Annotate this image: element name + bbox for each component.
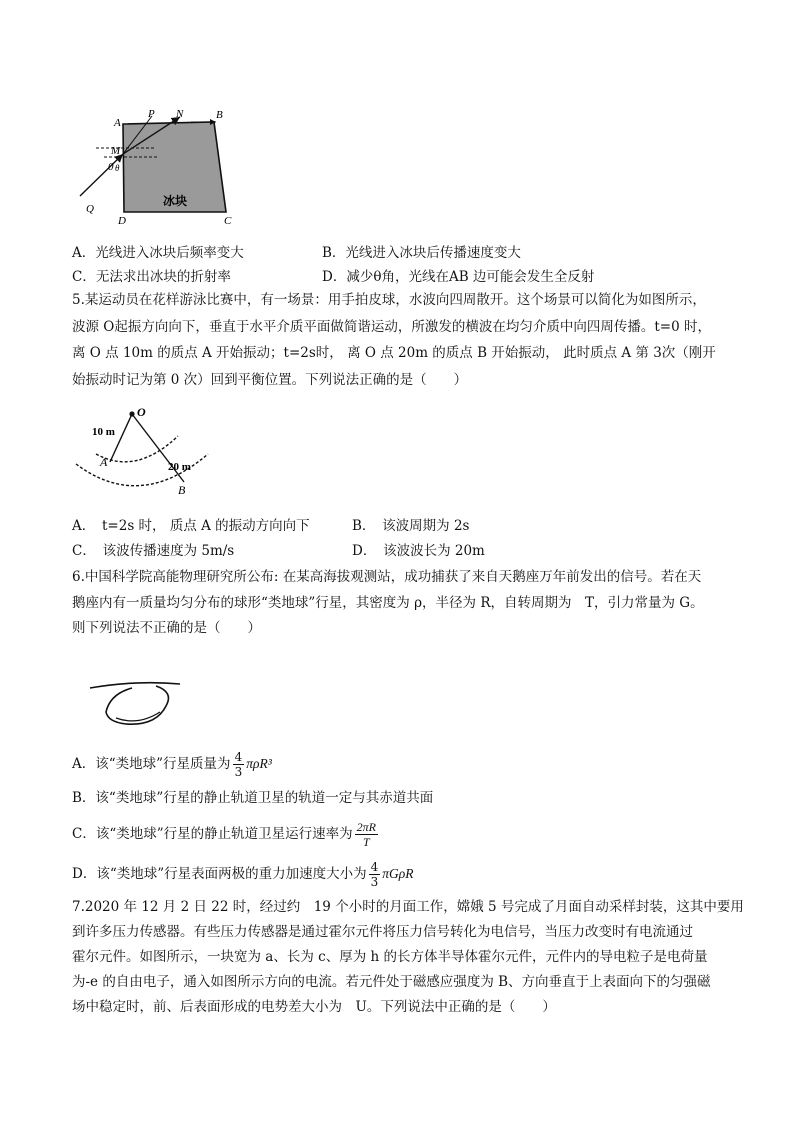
q6-stem-line-3: 则下列说法不正确的是（ ）: [72, 620, 261, 636]
q6-option-b: B．该“类地球”行星的静止轨道卫星的轨道一定与其赤道共面: [72, 790, 434, 806]
label-b: B: [216, 109, 223, 121]
label-a: A: [114, 117, 121, 129]
label-c: C: [224, 215, 232, 227]
q5-option-d: D． 该波波长为 20m: [352, 543, 485, 559]
q5-option-b: B． 该波周期为 2s: [352, 518, 470, 534]
q6-option-c-text: C．该“类地球”行星的静止轨道卫星运行速率为: [72, 826, 353, 842]
label-b: B: [178, 483, 186, 496]
label-20m: 20 m: [168, 461, 191, 473]
planet-sketch: [86, 672, 186, 732]
q4-option-b: B．光线进入冰块后传播速度变大: [322, 245, 521, 261]
fraction-numerator: 4: [370, 860, 379, 874]
label-o: O: [137, 405, 146, 419]
q5-option-a: A． t=2s 时， 质点 A 的振动方向向下: [72, 518, 310, 534]
label-o: 0: [108, 161, 114, 173]
q4-option-d: D．减少θ角，光线在AB 边可能会发生全反射: [322, 269, 595, 285]
label-p: P: [148, 108, 155, 120]
label-q: Q: [86, 203, 94, 215]
q5-option-c: C． 该波传播速度为 5m/s: [72, 543, 235, 559]
q5-stem-line-4: 始振动时记为第 0 次）回到平衡位置。下列说法正确的是（ ）: [72, 372, 468, 388]
fraction-numerator: 2πR: [356, 820, 376, 834]
q7-stem-line-3: 霍尔元件。如图所示，一块宽为 a、长为 c、厚为 h 的长方体半导体霍尔元件，元件内的导电粒子是电荷量: [72, 949, 708, 965]
q6-option-c: [72, 820, 380, 849]
source-point-o: [129, 411, 134, 416]
q6-stem-line-2: 鹅座内有一质量均匀分布的球形“类地球”行星，其密度为 ρ，半径为 R，自转周期为 T，引力常量为 G。: [72, 595, 704, 611]
fraction-denominator: 3: [370, 875, 379, 889]
label-n: N: [176, 108, 184, 120]
q6-option-d: [72, 860, 414, 889]
block-label: 冰块: [163, 194, 188, 208]
wave-figure: [70, 404, 220, 496]
q7-stem-line-4: 为-e 的自由电子，通入如图所示方向的电流。若元件处于磁感应强度为 B、方向垂直于上表面向下的匀强磁: [72, 974, 711, 990]
q7-stem-line-1: 7.2020 年 12 月 2 日 22 时，经过约 19 个小时的月面工作，嫦娥 5 号完成了月面自动采样封装，这其中要用: [72, 899, 744, 915]
q6-option-a-text: A．该“类地球”行星质量为: [72, 756, 231, 772]
label-m: M: [111, 145, 121, 157]
label-a: A: [100, 455, 108, 469]
q6-option-d-expression: πGρR: [382, 866, 414, 881]
fraction-numerator: 4: [234, 750, 243, 764]
q6-option-c-fraction: [355, 820, 378, 849]
q6-option-a-fraction: [233, 750, 245, 779]
q7-stem-line-5: 场中稳定时，前、后表面形成的电势差大小为 U。下列说法中正确的是（ ）: [72, 999, 556, 1015]
q6-option-d-text: D．该“类地球”行星表面两极的重力加速度大小为: [72, 866, 367, 882]
fraction-denominator: T: [362, 835, 370, 849]
q6-stem-line-1: 6.中国科学院高能物理研究所公布: 在某高海拔观测站，成功捕获了来自天鹅座万年前发出的信号。若在天: [72, 569, 702, 585]
q6-option-a: [72, 750, 272, 779]
q4-option-a: A．光线进入冰块后频率变大: [72, 245, 244, 261]
q5-stem-line-2: 波源 O起振方向向下，垂直于水平介质平面做简谐运动，所激发的横波在均匀介质中向四周传播。t=0 时，: [72, 319, 711, 335]
label-10m: 10 m: [92, 426, 115, 438]
label-theta: θ: [115, 163, 120, 173]
fraction-denominator: 3: [234, 765, 243, 779]
label-d: D: [118, 215, 126, 227]
ice-block-figure: [66, 104, 246, 230]
q7-stem-line-2: 到许多压力传感器。有些压力传感器是通过霍尔元件将压力信号转化为电信号，当压力改变时有电流通过: [72, 924, 693, 940]
q5-stem-line-1: 5.某运动员在花样游泳比赛中，有一场景：用手拍皮球，水波向四周散开。这个场景可以简化为如图所示，: [72, 292, 706, 308]
q6-option-a-expression: πρR³: [246, 756, 272, 771]
q5-stem-line-3: 离 O 点 10m 的质点 A 开始振动；t=2s时， 离 O 点 20m 的质点 B 开始振动， 此时质点 A 第 3次（刚开: [72, 345, 716, 361]
q6-option-d-fraction: [369, 860, 381, 889]
q4-option-c: C．无法求出冰块的折射率: [72, 269, 231, 285]
